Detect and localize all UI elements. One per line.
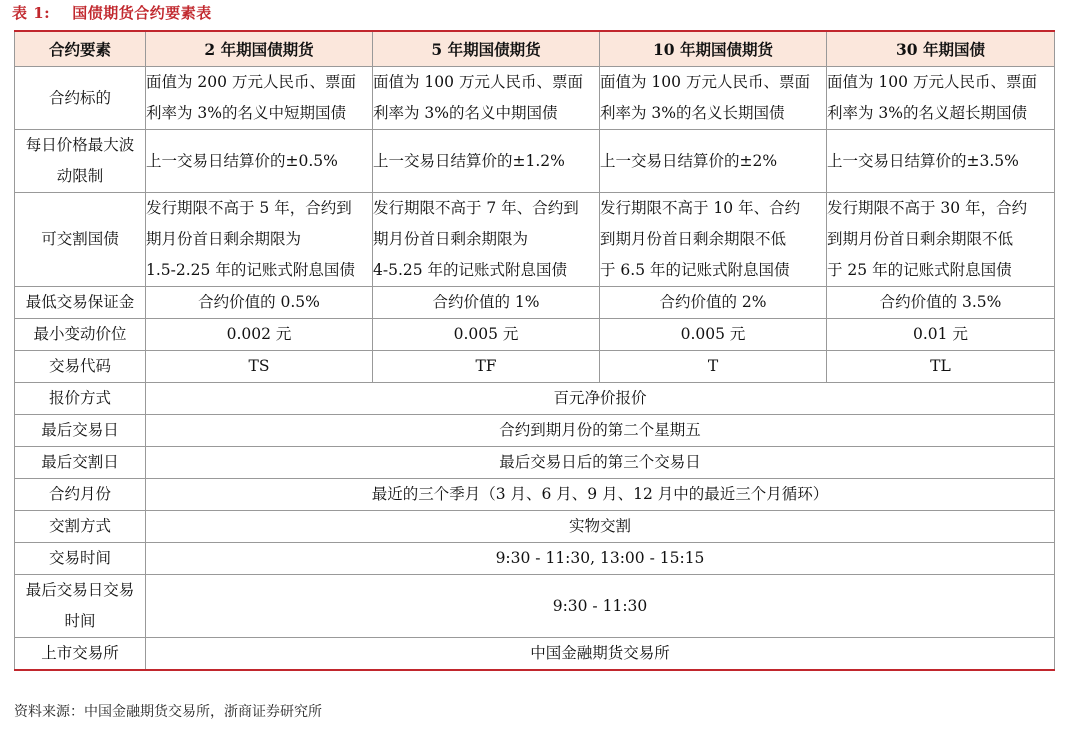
cell-line: 4-5.25 年的记账式附息国债	[373, 261, 568, 279]
table-row-trading-hours	[15, 543, 1055, 575]
table-cell	[373, 193, 600, 287]
table-cell: TS	[146, 351, 373, 383]
table-cell	[600, 193, 827, 287]
cell-line: 利率为 3%的名义中短期国债	[146, 104, 347, 122]
cell-line: 期月份首日剩余期限为	[373, 230, 529, 248]
cell-line: 面值为 100 万元人民币、票面	[600, 73, 810, 91]
table-cell: TL	[827, 351, 1055, 383]
table-cell	[146, 67, 373, 130]
row-label: 最后交割日	[15, 447, 146, 479]
table-cell: 上一交易日结算价的±3.5%	[827, 130, 1055, 193]
table-cell: 合约价值的 0.5%	[146, 287, 373, 319]
header-cell-10y: 10 年期国债期货	[600, 31, 827, 67]
table-cell: 上一交易日结算价的±0.5%	[146, 130, 373, 193]
table-caption	[12, 2, 212, 23]
cell-line: 到期月份首日剩余期限不低	[827, 230, 1014, 248]
table-cell: 0.005 元	[373, 319, 600, 351]
cell-line: 发行期限不高于 10 年、合约	[600, 199, 801, 217]
table-cell-merged: 中国金融期货交易所	[146, 638, 1055, 671]
table-row-deliverable	[15, 193, 1055, 287]
caption-label: 表 1:	[12, 4, 51, 22]
cell-line: 利率为 3%的名义长期国债	[600, 104, 785, 122]
row-label: 可交割国债	[15, 193, 146, 287]
header-cell-5y: 5 年期国债期货	[373, 31, 600, 67]
row-label: 最小变动价位	[15, 319, 146, 351]
table-row-delivery-method	[15, 511, 1055, 543]
table-cell-merged: 实物交割	[146, 511, 1055, 543]
table-cell: 0.005 元	[600, 319, 827, 351]
row-label-line: 最后交易日交易	[25, 581, 135, 599]
table-cell: 上一交易日结算价的±1.2%	[373, 130, 600, 193]
row-label: 交易代码	[15, 351, 146, 383]
row-label-line: 每日价格最大波	[25, 136, 135, 154]
table-cell	[600, 67, 827, 130]
table-cell: 合约价值的 2%	[600, 287, 827, 319]
table-cell-merged: 百元净价报价	[146, 383, 1055, 415]
caption-title: 国债期货合约要素表	[72, 4, 212, 22]
table-row-exchange	[15, 638, 1055, 671]
row-label: 交割方式	[15, 511, 146, 543]
cell-line: 到期月份首日剩余期限不低	[600, 230, 787, 248]
table-row-margin	[15, 287, 1055, 319]
table-cell-merged: 9:30 - 11:30	[146, 575, 1055, 638]
table-cell: 合约价值的 3.5%	[827, 287, 1055, 319]
table-cell-merged: 最近的三个季月（3 月、6 月、9 月、12 月中的最近三个月循环）	[146, 479, 1055, 511]
table-row-quote	[15, 383, 1055, 415]
row-label	[15, 130, 146, 193]
row-label: 上市交易所	[15, 638, 146, 671]
table-row-underlying	[15, 67, 1055, 130]
cell-line: 发行期限不高于 5 年，合约到	[146, 199, 352, 217]
cell-line: 期月份首日剩余期限为	[146, 230, 302, 248]
row-label: 合约月份	[15, 479, 146, 511]
table-cell-merged: 合约到期月份的第二个星期五	[146, 415, 1055, 447]
table-cell	[373, 67, 600, 130]
row-label: 最后交易日	[15, 415, 146, 447]
row-label: 最低交易保证金	[15, 287, 146, 319]
header-cell-element: 合约要素	[15, 31, 146, 67]
table-cell: 合约价值的 1%	[373, 287, 600, 319]
row-label-line: 时间	[64, 612, 96, 630]
table-row-tick	[15, 319, 1055, 351]
row-label	[15, 575, 146, 638]
table-cell-merged: 9:30 - 11:30, 13:00 - 15:15	[146, 543, 1055, 575]
table-row-last-day-hours	[15, 575, 1055, 638]
row-label: 报价方式	[15, 383, 146, 415]
table-row-price-limit	[15, 130, 1055, 193]
row-label: 交易时间	[15, 543, 146, 575]
row-label-line: 动限制	[56, 167, 104, 185]
table-cell: T	[600, 351, 827, 383]
header-cell-2y: 2 年期国债期货	[146, 31, 373, 67]
cell-line: 面值为 200 万元人民币、票面	[146, 73, 356, 91]
cell-line: 利率为 3%的名义中期国债	[373, 104, 558, 122]
cell-line: 利率为 3%的名义超长期国债	[827, 104, 1028, 122]
table-cell: 0.002 元	[146, 319, 373, 351]
table-cell	[827, 193, 1055, 287]
table-cell: 0.01 元	[827, 319, 1055, 351]
cell-line: 面值为 100 万元人民币、票面	[373, 73, 583, 91]
contract-spec-table	[14, 30, 1055, 671]
cell-line: 发行期限不高于 30 年，合约	[827, 199, 1028, 217]
table-row-last-trading-day	[15, 415, 1055, 447]
source-note: 资料来源：中国金融期货交易所，浙商证券研究所	[14, 704, 322, 720]
cell-line: 于 6.5 年的记账式附息国债	[600, 261, 790, 279]
row-label: 合约标的	[15, 67, 146, 130]
header-cell-30y: 30 年期国债	[827, 31, 1055, 67]
table-row-code	[15, 351, 1055, 383]
cell-line: 面值为 100 万元人民币、票面	[827, 73, 1037, 91]
table-cell: 上一交易日结算价的±2%	[600, 130, 827, 193]
table-cell: TF	[373, 351, 600, 383]
table-header-row	[15, 31, 1055, 67]
cell-line: 发行期限不高于 7 年、合约到	[373, 199, 579, 217]
table-cell-merged: 最后交易日后的第三个交易日	[146, 447, 1055, 479]
cell-line: 1.5-2.25 年的记账式附息国债	[146, 261, 355, 279]
table-row-contract-months	[15, 479, 1055, 511]
table-row-last-delivery-day	[15, 447, 1055, 479]
table-cell	[146, 193, 373, 287]
cell-line: 于 25 年的记账式附息国债	[827, 261, 1012, 279]
table-cell	[827, 67, 1055, 130]
